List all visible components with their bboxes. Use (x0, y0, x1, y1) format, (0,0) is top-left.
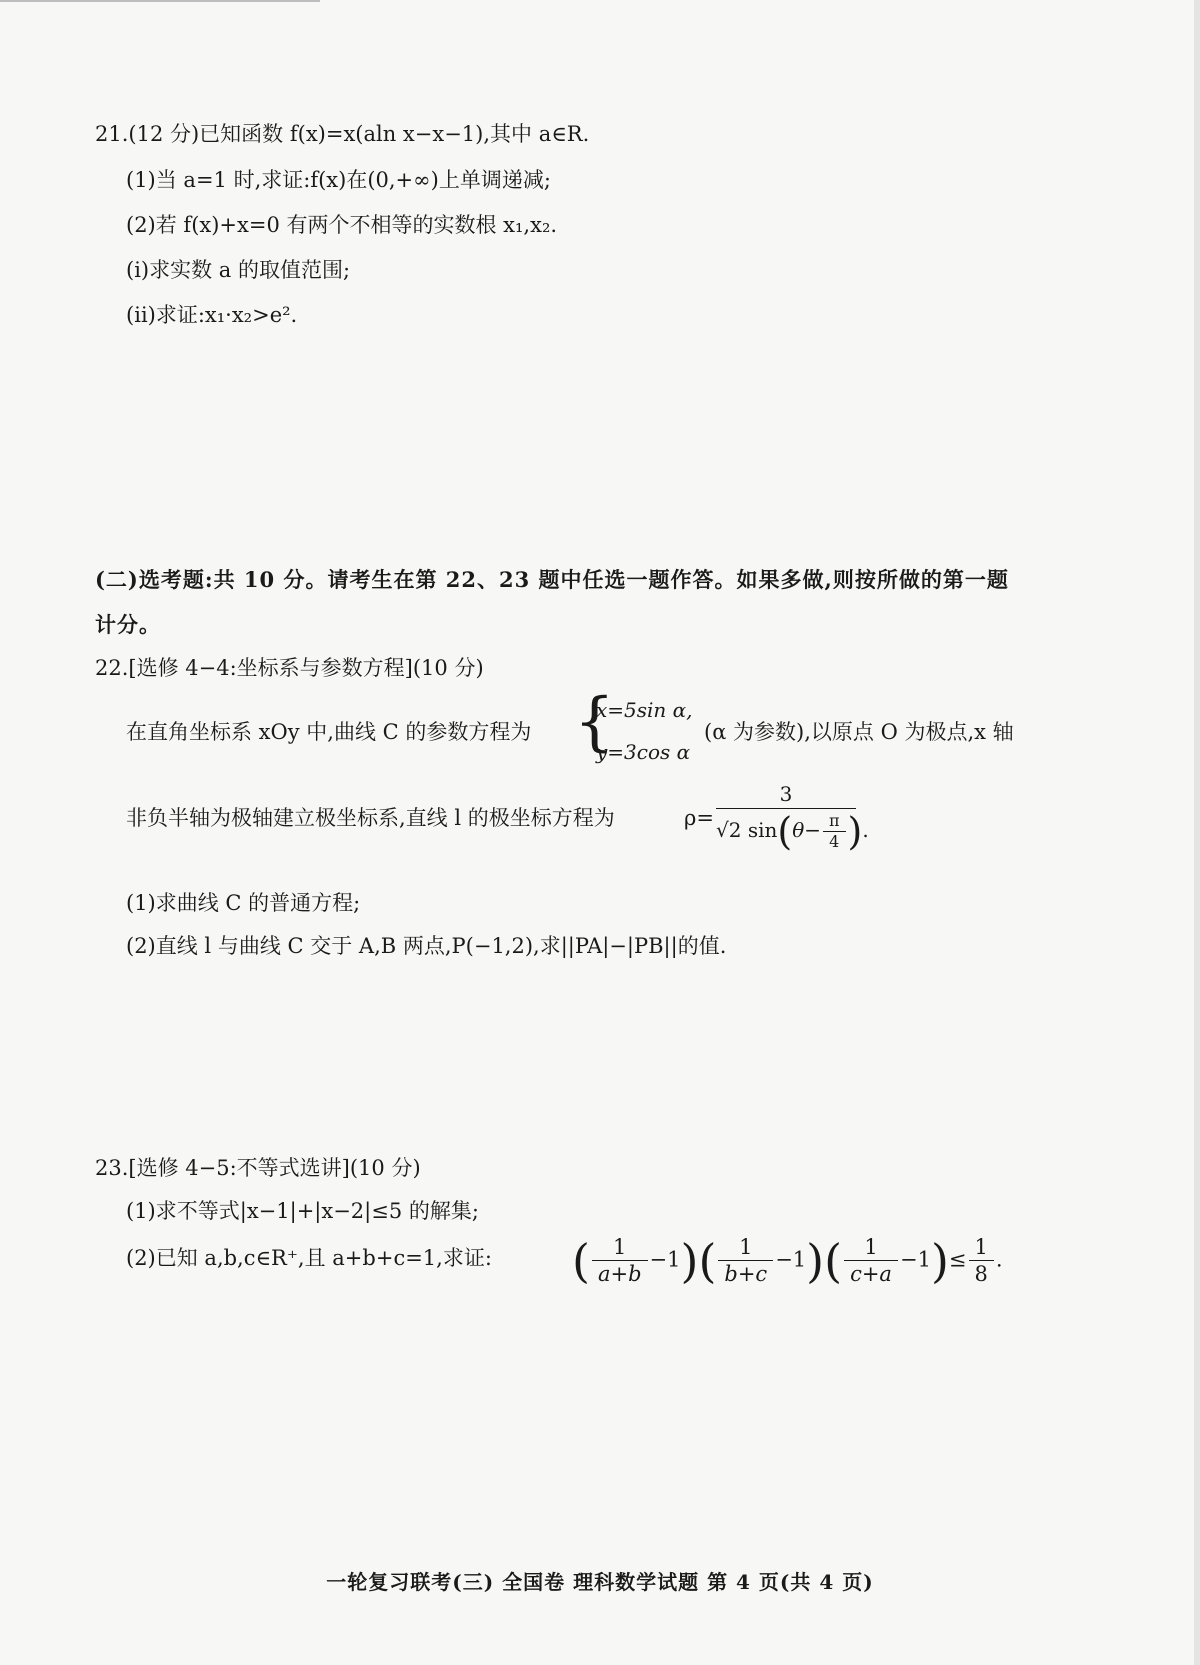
q22-part2: (2)直线 l 与曲线 C 交于 A,B 两点,P(−1,2),求||PA|−|PB||的值. (126, 934, 727, 958)
q23-header: 23.[选修 4−5:不等式选讲](10 分) (95, 1156, 421, 1180)
frac-1-den: a+b (597, 1262, 642, 1287)
frac-3-den: c+a (850, 1262, 892, 1287)
scan-edge-shadow (1194, 0, 1200, 1665)
rhs-den: 8 (974, 1262, 988, 1287)
left-brace: { (574, 685, 615, 759)
q21-part2-i: (ⅰ)求实数 a 的取值范围; (126, 258, 351, 282)
frac-2 (718, 1234, 773, 1288)
paren-close-3: ) (930, 1233, 949, 1288)
frac-1-num: 1 (592, 1234, 648, 1261)
minus-one-3: −1 (899, 1247, 931, 1272)
case-x: x=5sin α, (596, 698, 693, 722)
paren-open-2: ( (698, 1233, 717, 1288)
q23-inequality (572, 1234, 1003, 1288)
minus-one-1: −1 (649, 1247, 681, 1272)
case-y: y=3cos α (596, 740, 691, 764)
pi-numerator: π (823, 811, 846, 832)
polar-numerator: 3 (716, 782, 856, 809)
polar-fraction (716, 782, 869, 854)
rho-label: ρ= (684, 806, 714, 830)
paren-close-1: ) (680, 1233, 699, 1288)
period: . (995, 1247, 1003, 1272)
q21-part1: (1)当 a=1 时,求证:f(x)在(0,+∞)上单调递减; (126, 168, 551, 192)
paren-close-2: ) (806, 1233, 825, 1288)
q22-text-a: 在直角坐标系 xOy 中,曲线 C 的参数方程为 (126, 720, 532, 744)
rhs-num: 1 (969, 1234, 994, 1261)
frac-3-num: 1 (844, 1234, 898, 1261)
leq-sign: ≤ (948, 1247, 967, 1272)
paren-open: ( (777, 809, 793, 854)
q23-part1: (1)求不等式|x−1|+|x−2|≤5 的解集; (126, 1199, 479, 1223)
q21-header: 21.(12 分)已知函数 f(x)=x(aln x−x−1),其中 a∈R. (95, 122, 590, 146)
scan-edge-mark (0, 0, 320, 2)
minus-one-2: −1 (775, 1247, 807, 1272)
q21-part2: (2)若 f(x)+x=0 有两个不相等的实数根 x₁,x₂. (126, 213, 558, 237)
q22-header: 22.[选修 4−4:坐标系与参数方程](10 分) (95, 656, 484, 680)
theta-minus: θ− (792, 818, 822, 842)
q23-part2-text: (2)已知 a,b,c∈R⁺,且 a+b+c=1,求证: (126, 1246, 492, 1270)
pi-denominator: 4 (829, 832, 840, 851)
polar-denominator: √2 sin(θ− $\frac{\pi}{4}$ ). (716, 809, 869, 854)
q21-part2-ii: (ⅱ)求证:x₁·x₂>e². (126, 303, 298, 327)
frac-1 (592, 1234, 648, 1288)
frac-2-num: 1 (718, 1234, 773, 1261)
rhs-fraction (969, 1234, 994, 1288)
frac-3 (844, 1234, 898, 1288)
sqrt-sin: √2 sin (716, 818, 778, 842)
elective-instruction-line2: 计分。 (95, 612, 161, 637)
q22-text-c: 非负半轴为极轴建立极坐标系,直线 l 的极坐标方程为 (126, 806, 615, 830)
frac-2-den: b+c (724, 1262, 768, 1287)
q22-text-b: (α 为参数),以原点 O 为极点,x 轴 (704, 720, 1014, 744)
elective-instruction-line1: (二)选考题:共 10 分。请考生在第 22、23 题中任选一题作答。如果多做,则按所做的第一题 (95, 567, 1009, 592)
pi-over-four (823, 811, 846, 852)
page-footer: 一轮复习联考(三) 全国卷 理科数学试题 第 4 页(共 4 页) (326, 1570, 874, 1594)
paren-open-1: ( (572, 1233, 590, 1288)
paren-open-3: ( (824, 1233, 843, 1288)
q22-part1: (1)求曲线 C 的普通方程; (126, 891, 361, 915)
paren-close: ) (847, 809, 863, 854)
parametric-system (574, 685, 704, 770)
